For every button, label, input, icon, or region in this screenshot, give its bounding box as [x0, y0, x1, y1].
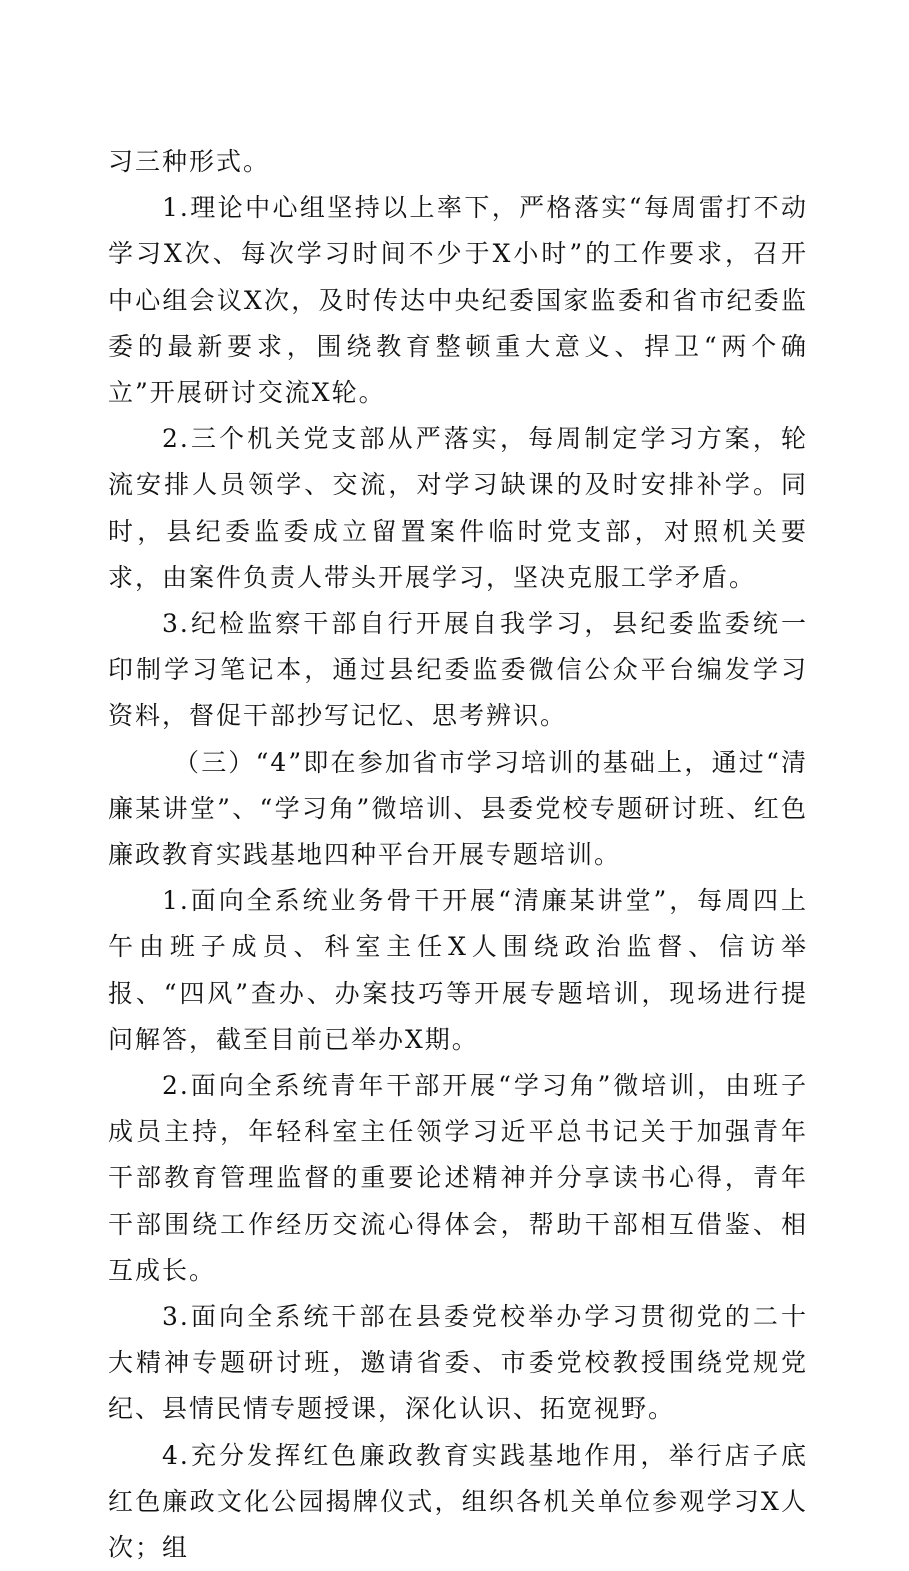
paragraph-continuation: 习三种形式。 — [108, 147, 271, 176]
document-body — [108, 139, 808, 1571]
paragraph-item-3: 3.纪检监察干部自行开展自我学习，县纪委监委统一印制学习笔记本，通过县纪委监委微信公众平台编发学习资料，督促干部抄写记忆、思考辨识。 — [108, 609, 808, 731]
section-heading-paragraph: （三）“4”即在参加省市学习培训的基础上，通过“清廉某讲堂”、“学习角”微培训、县委党校专题研讨班、红色廉政教育实践基地四种平台开展专题培训。 — [108, 747, 808, 870]
paragraph-item-2: 2.三个机关党支部从严落实，每周制定学习方案，轮流安排人员领学、交流，对学习缺课的及时安排补学。同时，县纪委监委成立留置案件临时党支部，对照机关要求，由案件负责人带头开展学习，坚决克服工学矛盾。 — [108, 424, 808, 592]
paragraph-item-1b: 1.面向全系统业务骨干开展“清廉某讲堂”，每周四上午由班子成员、科室主任X人围绕政治监督、信访举报、“四风”查办、办案技巧等开展专题培训，现场进行提问解答，截至目前已举办X期。 — [108, 886, 808, 1054]
paragraph-item-4b: 4.充分发挥红色廉政教育实践基地作用，举行店子底红色廉政文化公园揭牌仪式，组织各机关单位参观学习X人次；组 — [108, 1440, 808, 1563]
paragraph-item-2b: 2.面向全系统青年干部开展“学习角”微培训，由班子成员主持，年轻科室主任领学习近平总书记关于加强青年干部教育管理监督的重要论述精神并分享读书心得，青年干部围绕工作经历交流心得体会，帮助干部相互借鉴、相互成长。 — [108, 1071, 808, 1285]
paragraph-item-1: 1.理论中心组坚持以上率下，严格落实“每周雷打不动学习X次、每次学习时间不少于X小时”的工作要求，召开中心组会议X次，及时传达中央纪委国家监委和省市纪委监委的最新要求，围绕教育整顿重大意义、捍卫“两个确立”开展研讨交流X轮。 — [108, 193, 808, 408]
paragraph-item-3b: 3.面向全系统干部在县委党校举办学习贯彻党的二十大精神专题研讨班，邀请省委、市委党校教授围绕党规党纪、县情民情专题授课，深化认识、拓宽视野。 — [108, 1302, 808, 1424]
